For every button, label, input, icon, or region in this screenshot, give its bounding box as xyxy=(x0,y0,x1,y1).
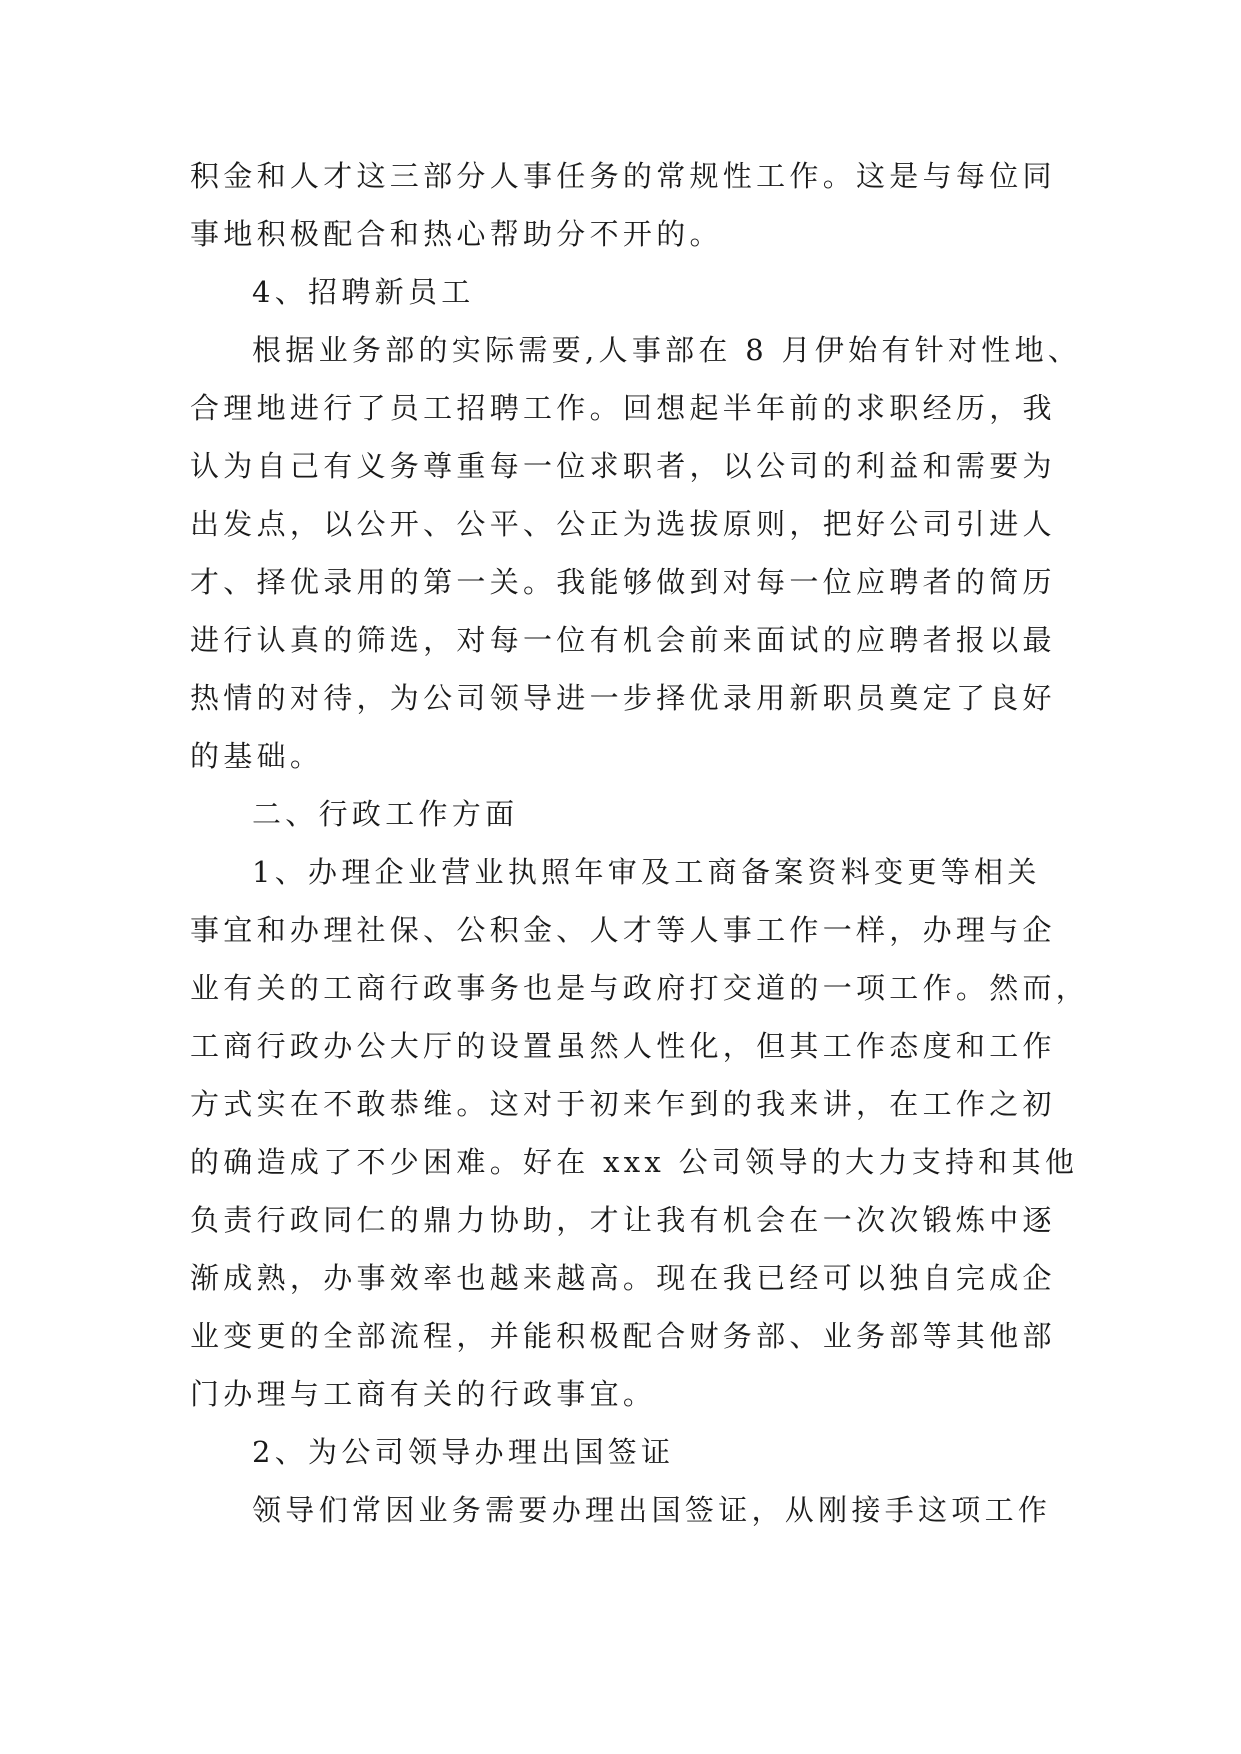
text-line: 热情的对待，为公司领导进一步择优录用新职员奠定了良好 xyxy=(190,681,1056,715)
text-line: 才、择优录用的第一关。我能够做到对每一位应聘者的简历 xyxy=(190,565,1056,599)
text-line: 积金和人才这三部分人事任务的常规性工作。这是与每位同 xyxy=(190,159,1056,193)
text-line: 合理地进行了员工招聘工作。回想起半年前的求职经历，我 xyxy=(190,391,1056,425)
text-line: 事地积极配合和热心帮助分不开的。 xyxy=(190,217,723,251)
text-line: 事宜和办理社保、公积金、人才等人事工作一样，办理与企 xyxy=(190,913,1056,947)
text-line: 的确造成了不少困难。好在 xxx 公司领导的大力支持和其他 xyxy=(190,1145,1079,1179)
text-line: 认为自己有义务尊重每一位求职者，以公司的利益和需要为 xyxy=(190,449,1056,483)
text-line: 工商行政办公大厅的设置虽然人性化，但其工作态度和工作 xyxy=(190,1029,1056,1063)
section-heading: 4、招聘新员工 xyxy=(252,275,475,309)
paragraph-start: 根据业务部的实际需要,人事部在 8 月伊始有针对性地、 xyxy=(252,333,1082,367)
text-line: 门办理与工商有关的行政事宜。 xyxy=(190,1377,657,1411)
text-line: 的基础。 xyxy=(190,739,324,773)
paragraph-start: 领导们常因业务需要办理出国签证，从刚接手这项工作 xyxy=(252,1493,1052,1527)
section-heading: 二、行政工作方面 xyxy=(252,797,519,831)
paragraph-start: 1、办理企业营业执照年审及工商备案资料变更等相关 xyxy=(252,855,1041,889)
text-line: 业变更的全部流程，并能积极配合财务部、业务部等其他部 xyxy=(190,1319,1056,1353)
text-line: 进行认真的筛选，对每一位有机会前来面试的应聘者报以最 xyxy=(190,623,1056,657)
document-body xyxy=(190,147,1090,1539)
text-line: 出发点，以公开、公平、公正为选拔原则，把好公司引进人 xyxy=(190,507,1056,541)
section-heading: 2、为公司领导办理出国签证 xyxy=(252,1435,675,1469)
text-line: 负责行政同仁的鼎力协助，才让我有机会在一次次锻炼中逐 xyxy=(190,1203,1056,1237)
text-line: 方式实在不敢恭维。这对于初来乍到的我来讲，在工作之初 xyxy=(190,1087,1056,1121)
text-line: 业有关的工商行政事务也是与政府打交道的一项工作。然而， xyxy=(190,971,1090,1005)
text-line: 渐成熟，办事效率也越来越高。现在我已经可以独自完成企 xyxy=(190,1261,1056,1295)
